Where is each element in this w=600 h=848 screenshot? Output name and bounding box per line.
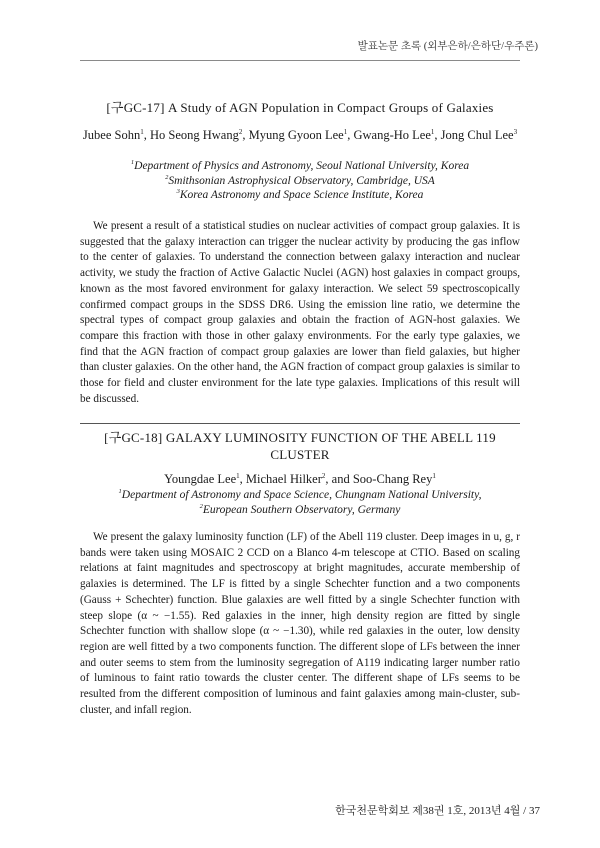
author-name: Michael Hilker (245, 472, 322, 486)
affiliation-text: Department of Astronomy and Space Science, Chungnam National University, (121, 489, 482, 501)
paper-2-authors: Youngdae Lee$^1$, Michael Hilker$^2$, and Soo-Chang Rey$^1$ (164, 471, 436, 486)
author-sup: 2 (321, 471, 326, 480)
affiliation (80, 159, 520, 174)
author-name: Jubee Sohn (82, 128, 141, 142)
affiliation-text: Smithsonian Astrophysical Observatory, Cambridge, USA (168, 174, 435, 187)
author-sup: 1 (236, 471, 240, 480)
paper-1-abstract: We present a result of a statistical studies on nuclear activities of compact group galaxies. It is suggested that the galaxy interaction can trigger the nuclear activity by producing the gas inflow to the center of galaxies. To understand the connection between galaxy interaction and nuclear activity, we study the fraction of Active Galactic Nuclei (AGN) host galaxies in compact groups, known as the most favored environment for galaxy interaction. We select 59 spectroscopically confirmed compact groups in the SDSS DR6. Using the emission line ratio, we determine the spectral types of compact group galaxies and obtain the fraction of AGN-host galaxies. We compare this fraction with those in other galaxy environments. For the early type galaxies, we find that the AGN fraction of compact group galaxies are lower than field galaxies, but higher than cluster galaxies. On the other hand, the AGN fraction of compact group galaxies is similar to those for field and cluster environment for the late type galaxies. Implications of this result will be discussed. (80, 220, 520, 405)
paper-2-affiliations (80, 488, 520, 517)
affiliation-sup: 1 (118, 488, 122, 496)
header-rule (80, 60, 520, 61)
affiliation (80, 503, 520, 518)
paper-2-abstract: We present the galaxy luminosity function (LF) of the Abell 119 cluster. Deep images in u, g, r bands were taken using MOSAIC 2 CCD on a Blanco 4-m telescope at CTIO. Based on scaling relations at faint magnitudes and spectroscopy at bright magnitudes, accurate membership of galaxies is determined. The LF is fitted by a single Schechter function and a two components (Gauss + Schechter) function. Blue galaxies are well fitted by a single Schechter function with steep slope (α ~ −1.55). Red galaxies in the inner, high density region are fitted by single Schechter function with shallow slope (α ~ −1.30), while red galaxies in the outer, low density region are well fitted by a two components function. The different slope of LFs between the inner and outer seems to stem from the luminosity segregation of A119 indicating larger number ratio of luminous to faint ratio towards the cluster center. The different shape of LFs seems to be resulted from the different composition of luminous and faint galaxies among main-cluster, sub-cluster, and infall region. (80, 531, 520, 716)
author-name: Ho Seong Hwang (149, 128, 239, 142)
author-sup: 1 (430, 127, 435, 136)
affiliation-text: European Southern Observatory, Germany (202, 503, 401, 516)
affiliation (80, 488, 520, 503)
affiliation-text: Korea Astronomy and Space Science Institute, Korea (179, 189, 424, 201)
author-name: Soo-Chang Rey (352, 472, 433, 486)
paper-1-authors: Jubee Sohn$^1$, Ho Seong Hwang$^2$, Myung Gyoon Lee$^1$, Gwang-Ho Lee$^1$, Jong Chul Lee$^3$ (82, 127, 518, 142)
paper-1-affiliations (80, 159, 520, 203)
author-name: Youngdae Lee (164, 472, 237, 486)
author-sup: 1 (140, 127, 144, 136)
affiliation-sup: 2 (199, 502, 203, 510)
author-name: Jong Chul Lee (440, 128, 514, 142)
paper-2-title: [구GC-18] GALAXY LUMINOSITY FUNCTION OF THE ABELL 119 CLUSTER (104, 430, 496, 462)
running-head: 발표논문 초록 (외부은하/은하단/우주론) (357, 41, 538, 52)
affiliation-sup: 2 (165, 173, 169, 181)
page-footer: 한국천문학회보 제38권 1호, 2013년 4월 / 37 (335, 805, 540, 817)
affiliation-sup: 3 (176, 188, 180, 196)
author-sup: 3 (513, 127, 518, 136)
author-sup: 2 (238, 127, 243, 136)
author-sup: 1 (432, 471, 436, 480)
affiliation (80, 188, 520, 203)
section-rule (80, 423, 520, 424)
affiliation (80, 174, 520, 189)
author-name: Myung Gyoon Lee (248, 128, 344, 142)
paper-1-title: [구GC-17] A Study of AGN Population in Compact Groups of Galaxies (106, 100, 494, 115)
affiliation-sup: 1 (130, 159, 135, 167)
author-name: Gwang-Ho Lee (353, 128, 431, 142)
author-sup: 1 (343, 127, 348, 136)
affiliation-text: Department of Physics and Astronomy, Seoul National University, Korea (134, 160, 470, 172)
